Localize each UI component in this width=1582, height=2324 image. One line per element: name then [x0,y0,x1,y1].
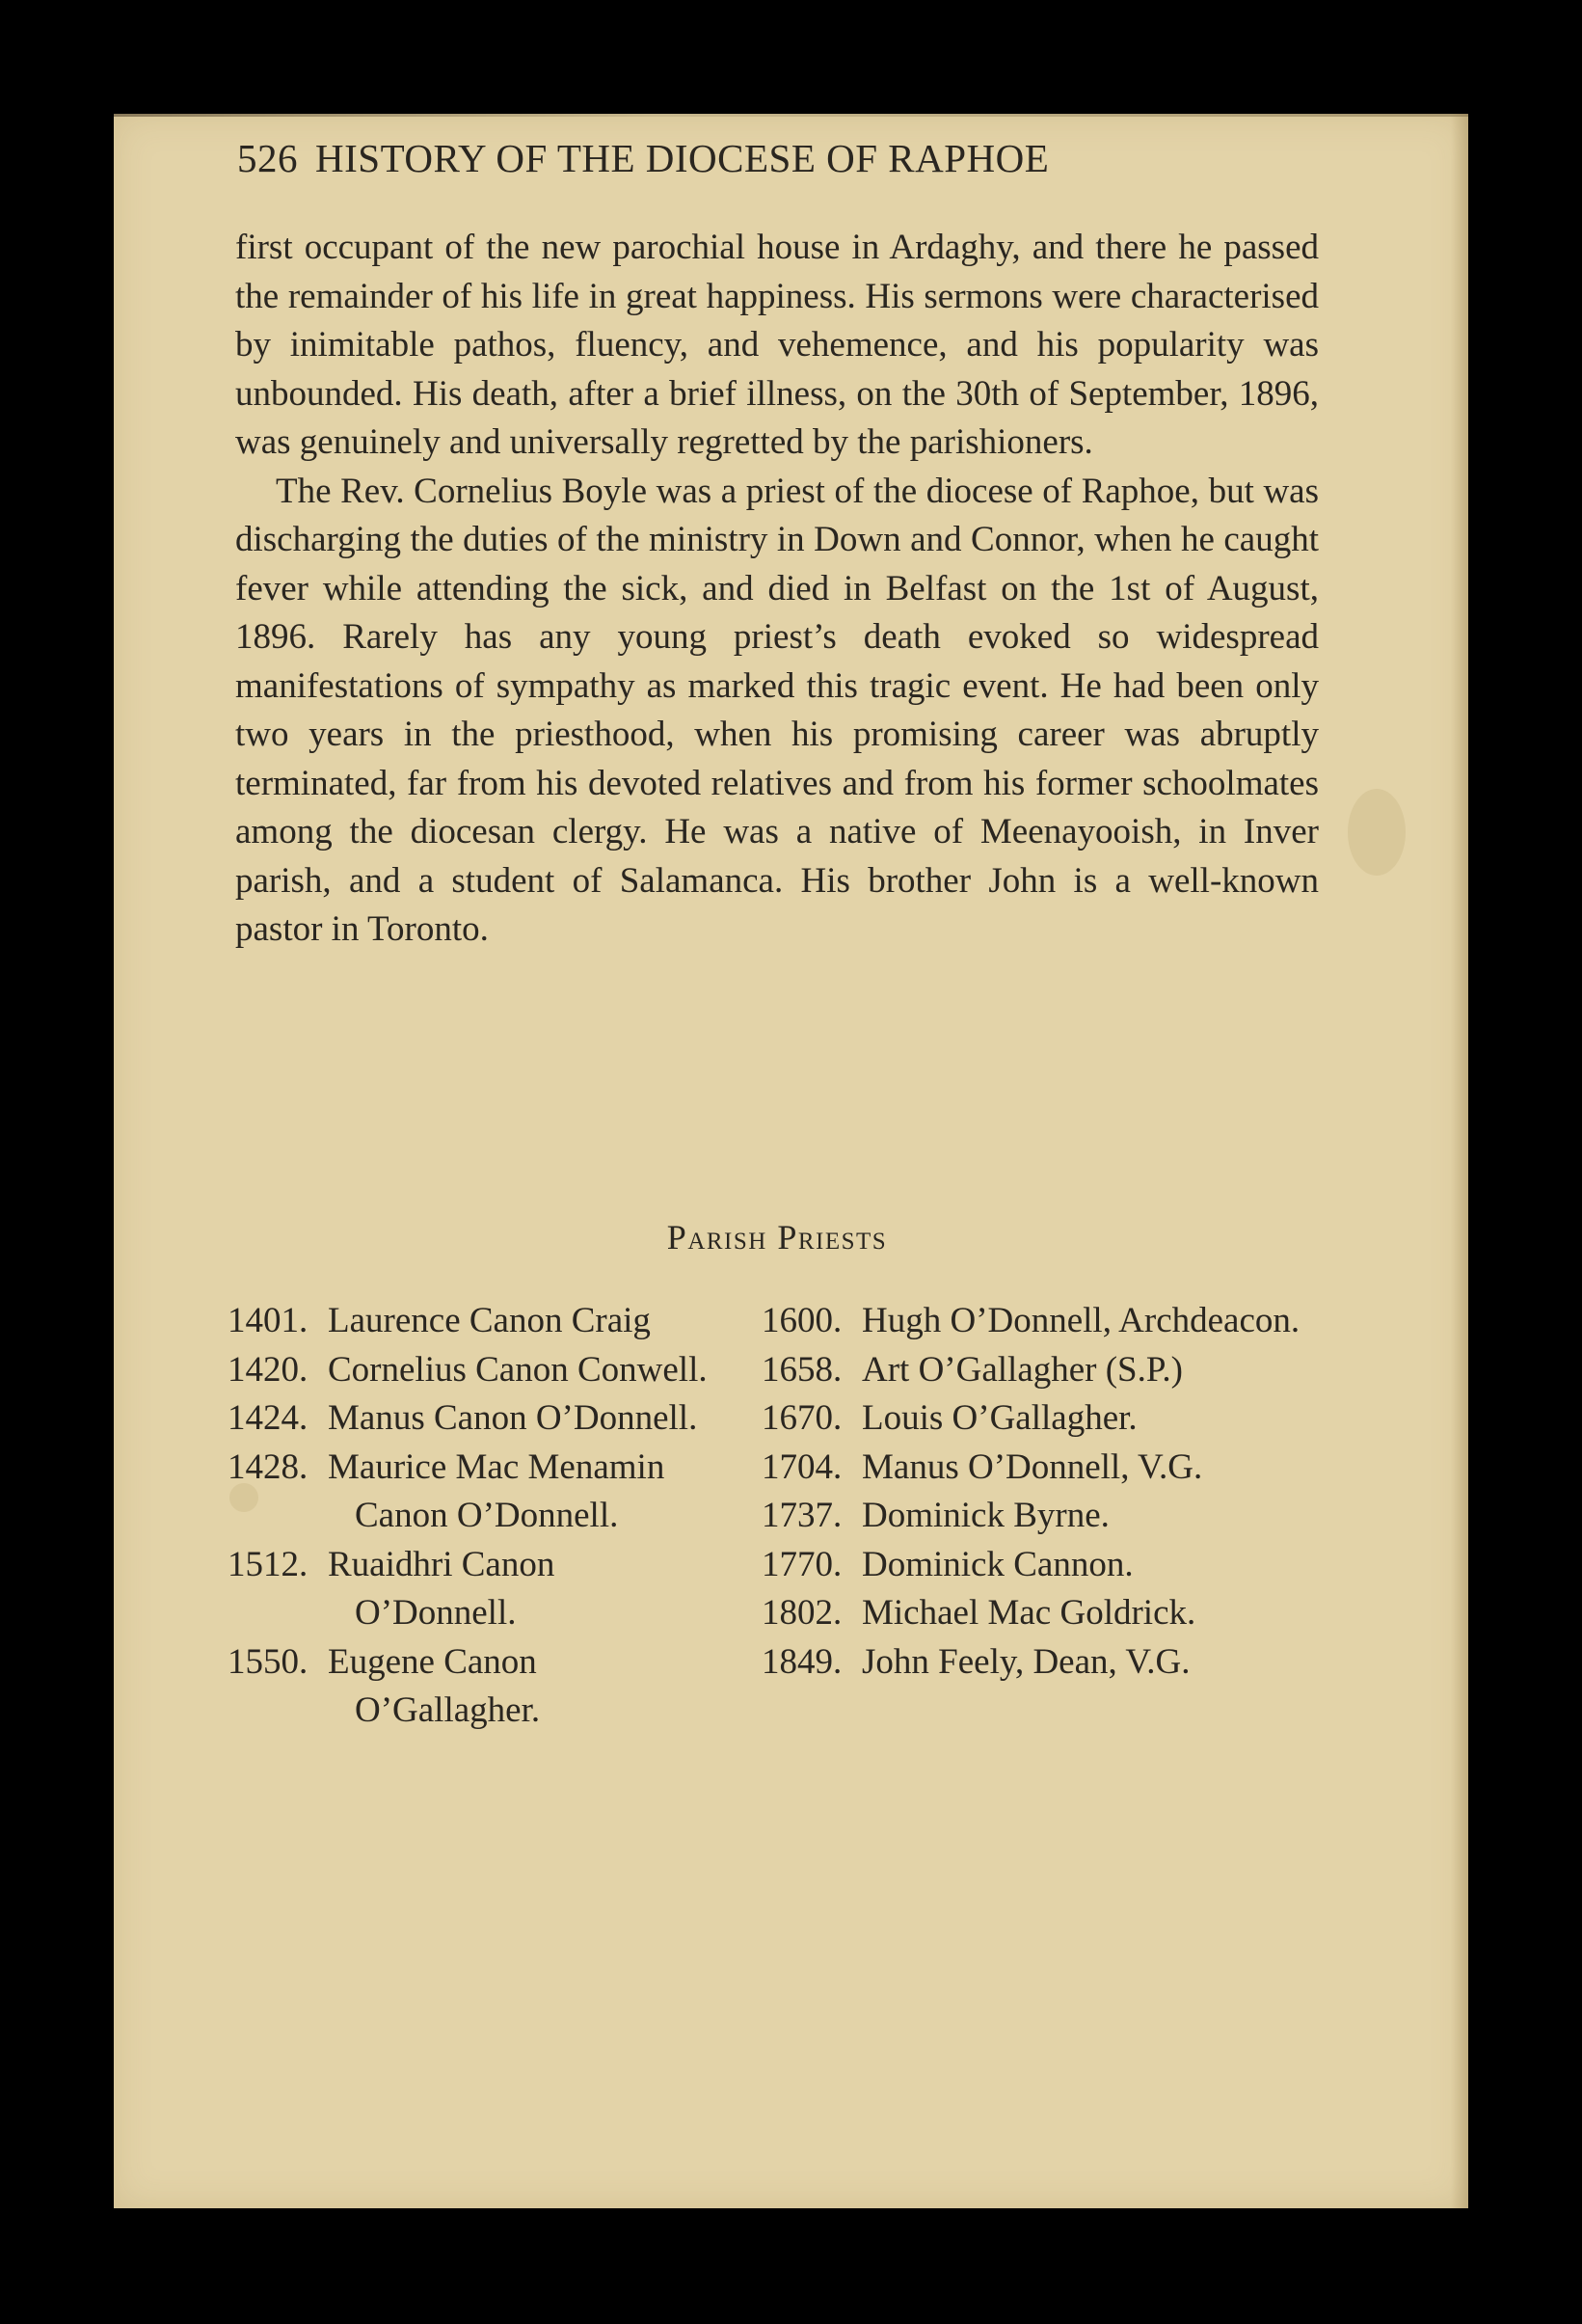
entry-name: Art O’Gallagher (S.P.) [862,1349,1183,1390]
entry-year: 1770. [762,1544,843,1584]
priests-list-left [228,1297,719,1736]
list-item [762,1492,1301,1541]
page-binding-shadow [1451,114,1468,2208]
entry-name: Cornelius Canon Conwell. [328,1349,708,1390]
page-number: 526 [237,136,298,180]
list-item [228,1297,719,1346]
entry-year: 1401. [228,1301,308,1340]
list-item [762,1638,1301,1688]
entry-name: Hugh O’Donnell, Archdeacon. [862,1301,1300,1340]
entry-name: Manus O’Donnell, V.G. [862,1446,1203,1487]
entry-name: Laurence Canon Craig [328,1301,651,1340]
entry-year: 1849. [762,1641,843,1682]
entry-year: 1704. [762,1446,843,1487]
paragraph-cornelius-boyle: The Rev. Cornelius Boyle was a priest of the diocese of Raphoe, but was discharging the duties of the ministry in Down and Connor, when he caught fever while attending the sick, and died in Belfast on the 1st of August, 1896. Rarely has any young priest’s death evoked so widespread manifestations of sympathy as marked this tragic event. He had been only two years in the priesthood, when his promising career was abruptly terminated, far from his devoted relatives and from his former schoolmates among the diocesan clergy. He was a native of Meenayooish, in Inver parish, and a student of Salamanca. His brother John is a well-known pastor in Toronto. [235,471,1319,949]
running-title: HISTORY OF THE DIOCESE OF RAPHOE [315,136,1050,180]
entry-year: 1420. [228,1349,308,1390]
entry-year: 1658. [762,1349,843,1390]
entry-name: Manus Canon O’Donnell. [328,1398,698,1438]
paragraph-continuation: first occupant of the new parochial house in Ardaghy, and there he passed the remainder of his life in great happiness. His sermons were characterised by inimitable pathos, fluency, and vehemence, and his popularity was unbounded. His death, after a brief illness, on the 30th of September, 1896, was genuinely and universally regretted by the parishioners. [235,228,1319,462]
entry-name: Michael Mac Goldrick. [862,1593,1196,1633]
entry-year: 1512. [228,1544,308,1584]
body-text [235,224,1319,955]
list-item [228,1346,719,1395]
section-title: Parish Priests [666,1218,888,1257]
list-item [762,1541,1301,1590]
entry-name: Louis O’Gallagher. [862,1398,1138,1438]
paper-stain [1348,789,1406,876]
list-item [228,1638,719,1736]
list-item [762,1297,1301,1346]
list-item [228,1541,719,1638]
running-header [237,135,1321,181]
entry-year: 1424. [228,1398,308,1438]
list-item [228,1394,719,1444]
list-item [762,1346,1301,1395]
list-item [762,1589,1301,1638]
list-item [762,1394,1301,1444]
entry-year: 1802. [762,1593,843,1633]
entry-name: Ruaidhri Canon O’Donnell. [328,1544,555,1633]
entry-year: 1670. [762,1398,843,1438]
list-item [762,1444,1301,1493]
list-item [228,1444,719,1541]
page-top-edge [114,114,1468,117]
entry-name: John Feely, Dean, V.G. [862,1641,1191,1682]
entry-name: Eugene Canon O’Gallagher. [328,1641,541,1730]
entry-year: 1428. [228,1446,308,1487]
priests-list-right [762,1297,1301,1687]
entry-year: 1600. [762,1301,843,1340]
entry-year: 1550. [228,1641,308,1682]
entry-name: Dominick Byrne. [862,1496,1110,1535]
entry-name: Maurice Mac Menamin Canon O’Donnell. [328,1446,665,1535]
entry-name: Dominick Cannon. [862,1544,1134,1584]
entry-year: 1737. [762,1496,843,1535]
